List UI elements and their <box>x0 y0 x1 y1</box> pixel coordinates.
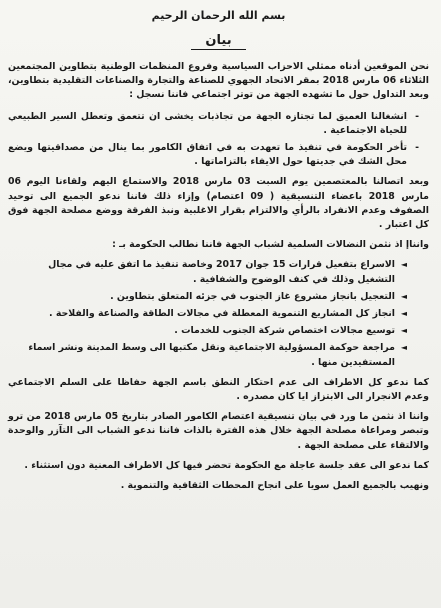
intro-paragraph <box>8 60 429 103</box>
demand-item <box>8 341 407 369</box>
concern-item: - تأخر الحكومة في تنفيذ ما تعهدت به في اتفاق الكامور بما ينال من مصداقيتها ويضع محل الشك في جديتها حول الايفاء بالتزاماتها . <box>8 141 419 169</box>
demand-item <box>8 258 407 286</box>
intro-line-3: تشهده الجهة من توتر اجتماعي فاننا نسجل : <box>129 89 333 101</box>
call-paragraph: كما ندعو كل الاطراف الى عدم احتكار النطق باسم الجهة حفاظا على السلم الاجتماعي وعدم الانجرار الى الابتزاز ايا كان مصدره . <box>8 376 429 403</box>
demand-item <box>8 307 407 321</box>
statement-praise-paragraph: واننا اذ نثمن ما ورد في بيان تنسيقية اعتصام الكامور الصادر بتاريخ 05 مارس 2018 من ترو وتبصر ومراعاة مصلحة الجهة خلال هذه الفترة بالذات فاننا ندعو الشباب الى التآزر والوحدة والالتقاء على مصلحة الجهة . <box>8 411 429 451</box>
arrow-bullet-icon: ◄ <box>400 260 407 270</box>
demand-text: انجاز كل المشاريع التنموية المعطلة في مجالات الطاقة والصناعة والفلاحة . <box>49 308 395 320</box>
concern-item: - انشغالنا العميق لما تجتازه الجهة من تجاذبات يخشى ان تتعمق وتعطل السير الطبيعي للحياة الاجتماعية . <box>8 110 419 138</box>
document-title-text: بيان <box>191 33 245 50</box>
meeting-request-paragraph: كما ندعو الى عقد جلسة عاجلة مع الحكومة تحضر فيها كل الاطراف المعنية دون استثناء . <box>24 459 429 471</box>
intro-line-1: نحن الموقعين أدناه ممثلي الاحزاب السياسية وفروع المنظمات الوطنية بتطاوين المجتمعين الثلاثاء 06 مارس <box>8 61 430 87</box>
document-title <box>8 33 429 50</box>
arrow-bullet-icon: ◄ <box>400 309 407 319</box>
demand-item <box>8 324 407 338</box>
demands-list <box>8 258 429 369</box>
arrow-bullet-icon: ◄ <box>400 326 407 336</box>
closing-paragraph: ونهيب بالجميع العمل سويا على انجاح المحطات الثقافية والتنموية . <box>120 480 429 492</box>
concerns-list <box>8 110 429 170</box>
basmala-heading: بسم الله الرحمان الرحيم <box>151 9 286 22</box>
arrow-bullet-icon: ◄ <box>400 343 407 353</box>
demands-intro-paragraph: وانناإ اذ نثمن النضالات السلمية لشباب الجهة فاننا نطالب الحكومة بـ : <box>112 239 429 251</box>
demand-text: الاسراع بتفعيل قرارات 15 جوان 2017 وخاصة تنفيذ ما اتفق عليه في مجال التشغيل وذلك في كنف الوضوح والشفافية . <box>48 259 395 285</box>
demand-text: التعجيل بانجاز مشروع غاز الجنوب في جزئه المتعلق بتطاوين . <box>110 290 395 302</box>
demand-item <box>8 290 407 304</box>
intro-line-2: 2018 بمقر الاتحاد الجهوي للصناعة والتجارة والصناعات التقليدية بتطاوين، وبعد التداول حول ما <box>8 75 429 101</box>
arrow-bullet-icon: ◄ <box>400 291 407 301</box>
demand-text: توسيع مجالات اختصاص شركة الجنوب للخدمات . <box>174 325 395 337</box>
demand-text: مراجعة حوكمة المسؤولية الاجتماعية ونقل مكتبها الى وسط المدينة ونشر اسماء المستفيدين منها . <box>28 342 395 368</box>
contact-paragraph: وبعد اتصالنا بالمعتصمين يوم السبت 03 مارس 2018 والاستماع اليهم ولقاءنا اليوم 06 مارس 2018 باعضاء التنسيقية ( 09 اعتصام) وإزاء ذلك فاننا ندعو الجميع الى توحيد الصفوف وعدم الانفراد بالرأي والالتزام بقرار الاغلبية ونبذ الفرقة ووضع مصلحة الجهة فوق كل اعتبار . <box>8 176 429 231</box>
